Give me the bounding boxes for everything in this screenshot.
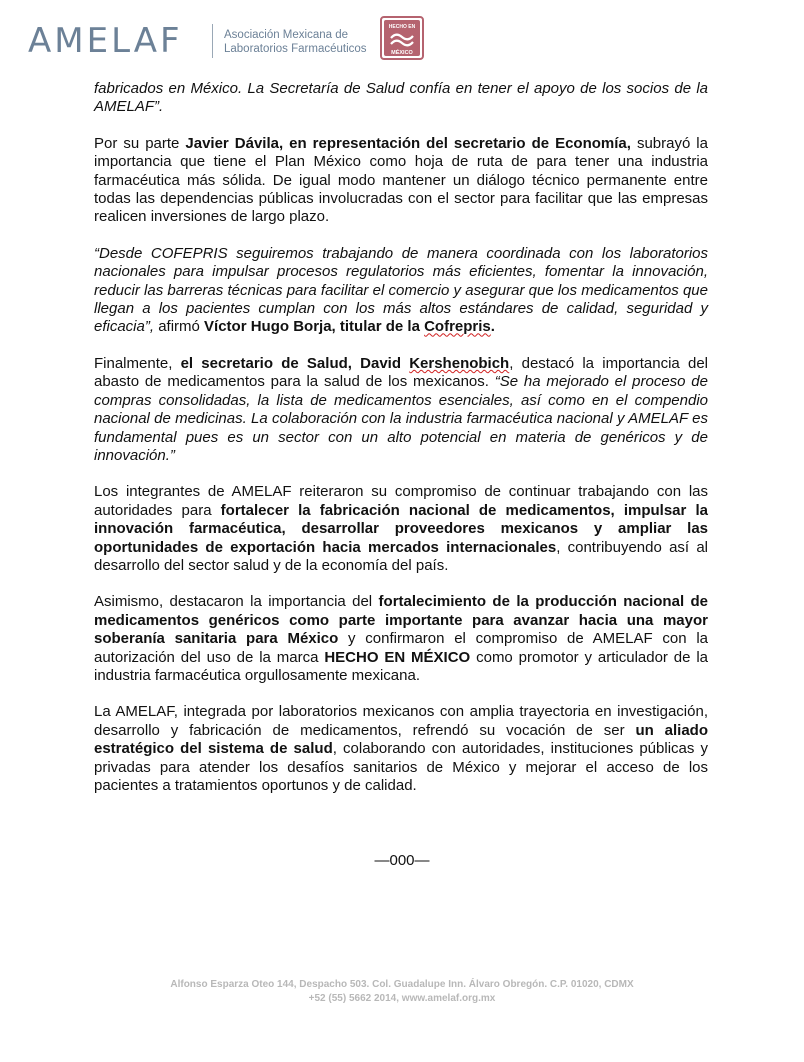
hecho-en-mexico-badge-icon xyxy=(380,16,424,60)
body-text: afirmó xyxy=(154,318,205,336)
quote-text: “Desde COFEPRIS seguiremos trabajando de manera coordinada con los laboratorios nacionales para impulsar procesos regulatorios más eficientes, fomentar la innovación, reducir las barreras técnicas para facilitar el comercio y asegurar que los medicamentos que llegan a los pacientes cumplan con los más altos estándares de calidad, seguridad y eficacia”, xyxy=(94,244,708,336)
body-text: Finalmente, xyxy=(94,354,181,372)
paragraph-3 xyxy=(94,245,708,337)
org-name-line2: Laboratorios Farmacéuticos xyxy=(224,43,367,55)
paragraph-6 xyxy=(94,593,708,685)
body-text: y confirmaron el compromiso de AMELAF con la autorización del uso de la marca xyxy=(94,630,708,666)
paragraph-7 xyxy=(94,703,708,795)
closing-mark: —000— xyxy=(374,852,430,869)
bold-text: el secretario de Salud, David xyxy=(180,354,410,372)
bold-text: Javier Dávila, en representación del secretario de Economía, xyxy=(185,134,631,152)
body-text: como promotor y articulador de la industria farmacéutica orgullosamente mexicana. xyxy=(94,648,709,684)
bold-text: fortalecer la fabricación nacional de medicamentos, impulsar la innovación farmacéutica, desarrollar proveedores mexicanos y ampliar las oportunidades de exportación hacia mercados internacionales xyxy=(94,501,708,556)
bold-text: fortalecimiento de la producción nacional de medicamentos genéricos como parte importante para avanzar hacia una mayor soberanía sanitaria para México xyxy=(94,593,708,648)
paragraph-2 xyxy=(94,135,708,227)
organization-name xyxy=(224,28,367,56)
bold-text: Víctor Hugo Borja, titular de la xyxy=(204,318,425,336)
letterhead xyxy=(28,16,448,62)
paragraph-1 xyxy=(94,80,708,117)
body-text: , contribuyendo así al desarrollo del sector salud y de la economía del país. xyxy=(94,538,709,574)
body-text: La AMELAF, integrada por laboratorios mexicanos con amplia trayectoria en investigación, desarrollo y fabricación de medicamentos, refrendó su vocación de ser xyxy=(94,703,708,739)
amelaf-logo: AMELAF xyxy=(28,21,183,61)
misspelled-word: Cofrepris xyxy=(424,318,491,336)
bold-text: HECHO EN MÉXICO xyxy=(324,648,471,666)
quote-text: “Se ha mejorado el proceso de compras consolidadas, la lista de medicamentos esenciales, así como en el compendio nacional de medicinas. La colaboración con la industria farmacéutica nacional y AMELAF es fundamental pues es un sector con un alto potencial en materia de genéricos y de innovación.” xyxy=(94,373,708,464)
body-text: Asimismo, destacaron la importancia del xyxy=(94,593,379,611)
body-text: Los integrantes de AMELAF reiteraron su compromiso de continuar trabajando con las autoridades para xyxy=(94,483,708,519)
misspelled-word: Kershenobich xyxy=(409,354,510,372)
footer-address: Alfonso Esparza Oteo 144, Despacho 503. Col. Guadalupe Inn. Álvaro Obregón. C.P. 01020, CDMX xyxy=(170,979,634,990)
document-body xyxy=(94,80,708,813)
paragraph-4 xyxy=(94,355,708,465)
bold-text: . xyxy=(490,318,495,336)
badge-bottom-text: MÉXICO xyxy=(391,50,413,56)
body-text: , colaborando con autoridades, instituciones públicas y privadas para atender los desafíos sanitarios de México y mejorar el acceso de los pacientes a tratamientos oportunos y de calidad. xyxy=(94,740,708,794)
body-text: subrayó la importancia que tiene el Plan México como hoja de ruta de para tener una industria farmacéutica más sólida. De igual modo mantener un diálogo técnico permanente entre todas las dependencias públicas involucradas con el sector para facilitar que las empresas realicen inversiones de largo plazo. xyxy=(94,134,708,226)
footer xyxy=(0,978,804,1006)
quote-text: fabricados en México. La Secretaría de Salud confía en tener el apoyo de los socios de la AMELAF”. xyxy=(94,80,708,116)
org-name-line1: Asociación Mexicana de xyxy=(224,29,349,41)
badge-top-text: HECHO EN xyxy=(388,24,416,30)
body-text: Por su parte xyxy=(94,134,186,152)
paragraph-5 xyxy=(94,483,708,575)
footer-contact: +52 (55) 5662 2014, www.amelaf.org.mx xyxy=(308,993,496,1004)
body-text: , destacó la importancia del abasto de medicamentos para la salud de los mexicanos. xyxy=(94,354,708,391)
logo-divider xyxy=(212,24,213,58)
bold-text: un aliado estratégico del sistema de salud xyxy=(94,721,708,758)
